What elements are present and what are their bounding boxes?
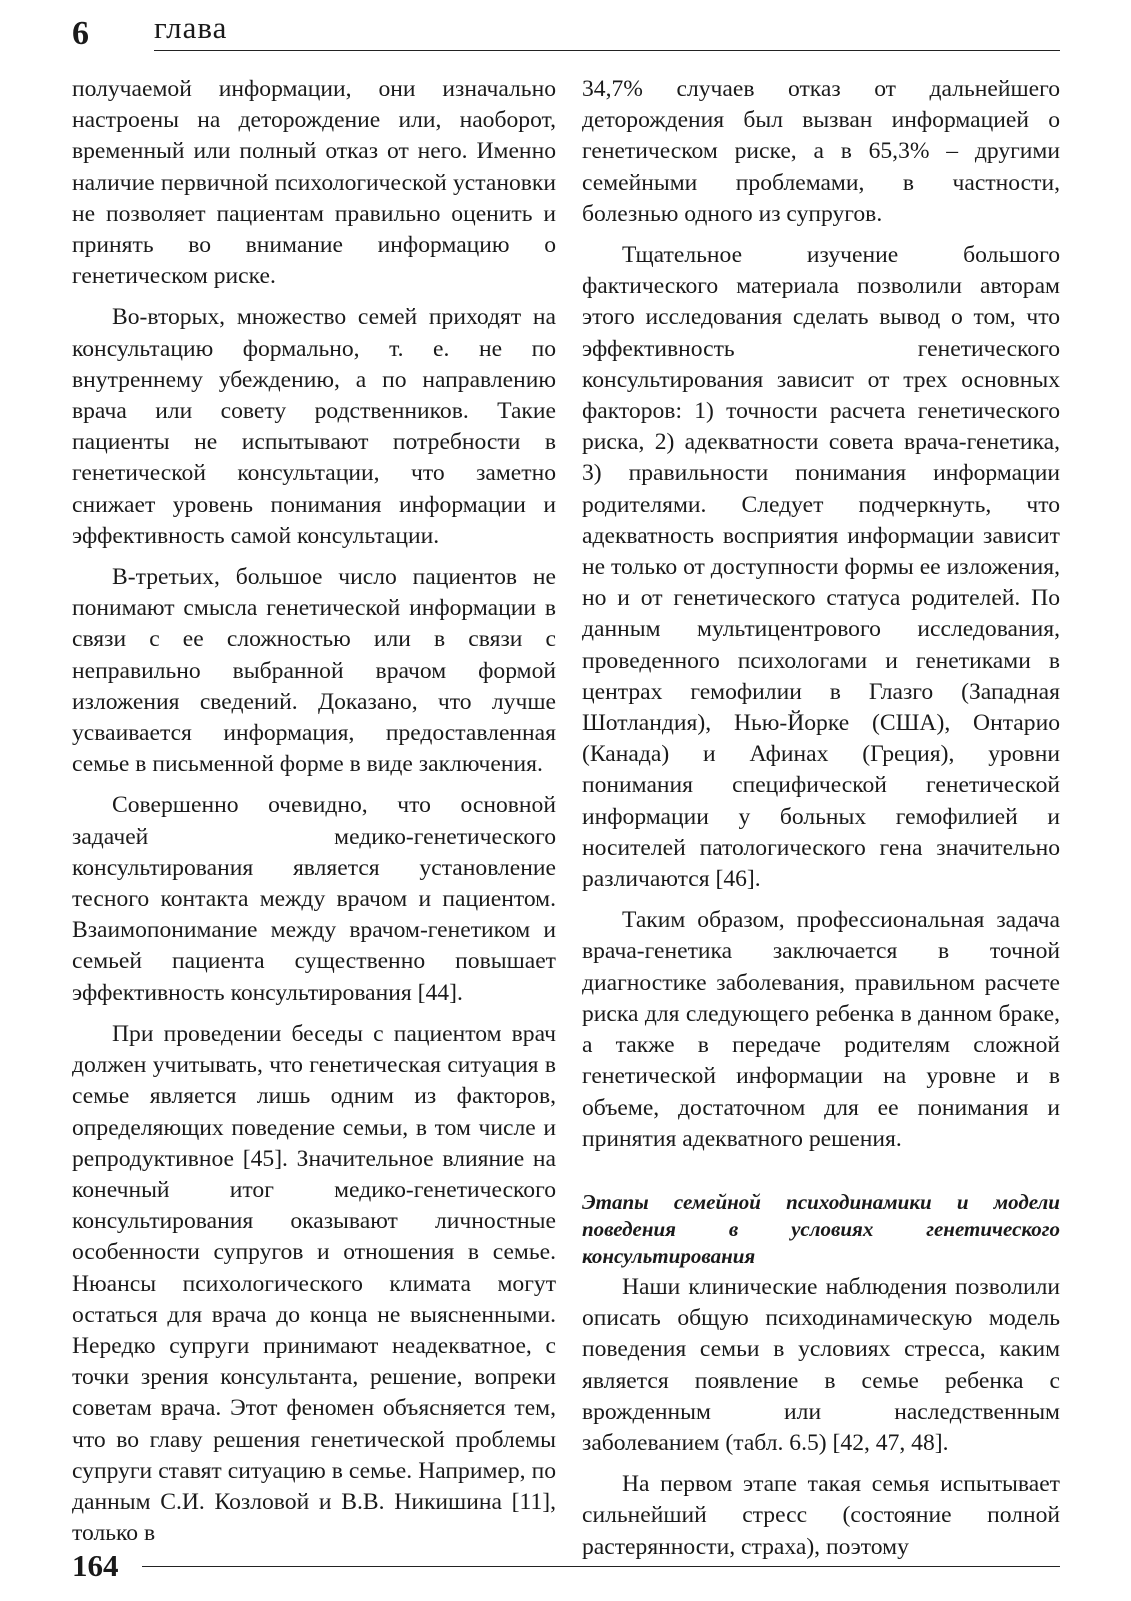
page-footer [72, 1548, 1060, 1588]
paragraph: В-третьих, большое число пациентов не понимают смысла генетической информации в связи с ее сложностью или в связи с неправильно выбранной врачом формой изложения сведений. Доказано, что лучше усваивается информация, предоставленная семье в письменной форме в виде заключения. [72, 564, 556, 778]
header-rule [154, 50, 1060, 51]
chapter-number: 6 [72, 15, 89, 52]
page-number: 164 [72, 1548, 119, 1583]
paragraph: При проведении беседы с пациентом врач должен учитывать, что генетическая ситуация в семье является лишь одним из факторов, определяющих поведение семьи, в том числе и репродуктивное [45]. Значительное влияние на конечный итог медико-генетического консультирования оказывают личностные особенности супругов и отношения в семье. Нюансы психологического климата могут остаться для врача до конца не выясненными. Нередко супруги принимают неадекватное, с точки зрения консультанта, решение, вопреки советам врача. Этот феномен объясняется тем, что во главу решения генетической проблемы супруги ставят ситуацию в семье. Например, по данным С.И. Козловой и В.В. Никишина [11], только в [72, 1020, 556, 1547]
paragraph: На первом этапе такая семья испытывает сильнейший стресс (состояние полной растерянности, страха), поэтому [582, 1471, 1060, 1560]
paragraph: Таким образом, профессиональная задача врача-генетика заключается в точной диагностике заболевания, правильном расчете риска для следующего ребенка в данном браке, а также в передаче родителям сложной генетической информации на уровне и в объеме, достаточном для ее понимания и принятия адекватного решения. [582, 907, 1060, 1152]
right-column [582, 74, 1060, 1573]
paragraph: Во-вторых, множество семей приходят на консультацию формально, т. е. не по внутреннему убеждению, а по направлению врача или совету родственников. Такие пациенты не испытывают потребности в генетической консультации, что заметно снижает уровень понимания информации и эффективность самой консультации. [72, 304, 556, 549]
paragraph: Совершенно очевидно, что основной задачей медико-генетического консультирования является установление тесного контакта между врачом и пациентом. Взаимопонимание между врачом-генетиком и семьей пациента существенно повышает эффективность консультирования [44]. [72, 792, 556, 1006]
paragraph: Тщательное изучение большого фактического материала позволили авторам этого исследования сделать вывод о том, что эффективность генетического консультирования зависит от трех основных факторов: 1) точности расчета генетического риска, 2) адекватности совета врача-генетика, 3) правильности понимания информации родителями. Следует подчеркнуть, что адекватность восприятия информации зависит не только от доступности формы ее изложения, но и от генетического статуса родителей. По данным мультицентрового исследования, проведенного психологами и генетиками в центрах гемофилии в Глазго (Западная Шотландия), Нью-Йорке (США), Онтарио (Канада) и Афинах (Греция), уровни понимания специфической генетической информации у больных гемофилией и носителей патологического гена значительно различаются [46]. [582, 242, 1060, 893]
paragraph: 34,7% случаев отказ от дальнейшего деторождения был вызван информацией о генетическом риске, а в 65,3% – другими семейными проблемами, в частности, болезнью одного из супругов. [582, 76, 1060, 227]
chapter-word: глава [154, 10, 228, 45]
paragraph: получаемой информации, они изначально настроены на деторождение или, наоборот, временный или полный отказ от него. Именно наличие первичной психологической установки не позволяет пациентам правильно оценить и принять во внимание информацию о генетическом риске. [72, 76, 556, 290]
left-column [72, 74, 556, 1559]
footer-rule [142, 1566, 1060, 1567]
paragraph: Наши клинические наблюдения позволили описать общую психодинамическую модель поведения семьи в условиях стресса, каким является появление в семье ребенка с врожденным или наследственным заболеванием (табл. 6.5) [42, 47, 48]. [582, 1273, 1060, 1456]
section-subheading: Этапы семейной психодинамики и модели поведения в условиях генетического консультирования [582, 1189, 1060, 1268]
running-header [72, 10, 1060, 54]
